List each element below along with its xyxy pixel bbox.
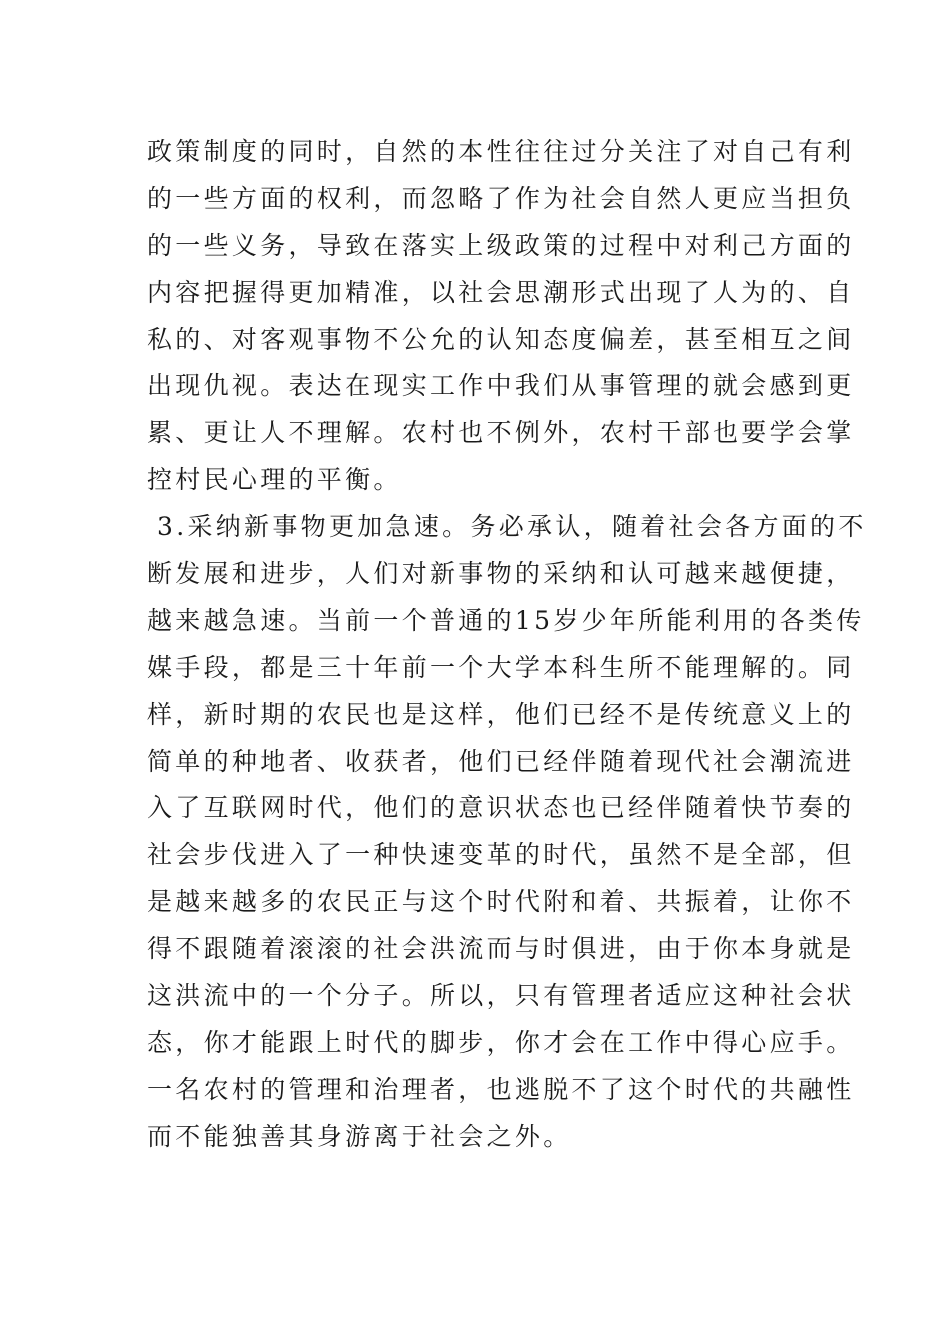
paragraph-2-line-13: 一名农村的管理和治理者，也逃脱不了这个时代的共融性 xyxy=(147,1074,855,1104)
paragraph-1-line-6: 出现仇视。表达在现实工作中我们从事管理的就会感到更 xyxy=(147,371,855,401)
paragraph-2-line-2: 断发展和进步，人们对新事物的采纳和认可越来越便捷， xyxy=(147,559,855,589)
paragraph-2-line-4: 媒手段，都是三十年前一个大学本科生所不能理解的。同 xyxy=(147,652,855,682)
paragraph-2-line-14: 而不能独善其身游离于社会之外。 xyxy=(147,1121,572,1151)
paragraph-1-line-1: 政策制度的同时，自然的本性往往过分关注了对自己有利 xyxy=(147,137,855,166)
paragraph-1-line-7: 累、更让人不理解。农村也不例外，农村干部也要学会掌 xyxy=(147,418,855,448)
paragraph-1-line-3: 的一些义务，导致在落实上级政策的过程中对利己方面的 xyxy=(147,230,855,260)
paragraph-2-line-11: 这洪流中的一个分子。所以，只有管理者适应这种社会状 xyxy=(147,981,855,1011)
paragraph-2-line-8: 社会步伐进入了一种快速变革的时代，虽然不是全部，但 xyxy=(147,840,855,870)
paragraph-2-line-3: 越来越急速。当前一个普通的15岁少年所能利用的各类传 xyxy=(147,605,865,635)
paragraph-2-line-6: 简单的种地者、收获者，他们已经伴随着现代社会潮流进 xyxy=(147,746,855,776)
paragraph-2-line-12: 态，你才能跟上时代的脚步，你才会在工作中得心应手。 xyxy=(147,1027,855,1057)
paragraph-2-line-7: 入了互联网时代，他们的意识状态也已经伴随着快节奏的 xyxy=(147,793,855,823)
paragraph-2-line-9: 是越来越多的农民正与这个时代附和着、共振着，让你不 xyxy=(147,887,855,917)
paragraph-2-line-5: 样，新时期的农民也是这样，他们已经不是传统意义上的 xyxy=(147,699,855,729)
paragraph-1-line-8: 控村民心理的平衡。 xyxy=(147,465,402,495)
paragraph-1-line-4: 内容把握得更加精准，以社会思潮形式出现了人为的、自 xyxy=(147,277,855,307)
paragraph-1-line-5: 私的、对客观事物不公允的认知态度偏差，甚至相互之间 xyxy=(147,324,855,354)
body-text xyxy=(147,129,867,1161)
paragraph-2-line-1: 3.采纳新事物更加急速。务必承认，随着社会各方面的不 xyxy=(157,512,867,542)
paragraph-1-line-2: 的一些方面的权利，而忽略了作为社会自然人更应当担负 xyxy=(147,183,855,213)
paragraph-2-line-10: 得不跟随着滚滚的社会洪流而与时俱进，由于你本身就是 xyxy=(147,934,855,964)
